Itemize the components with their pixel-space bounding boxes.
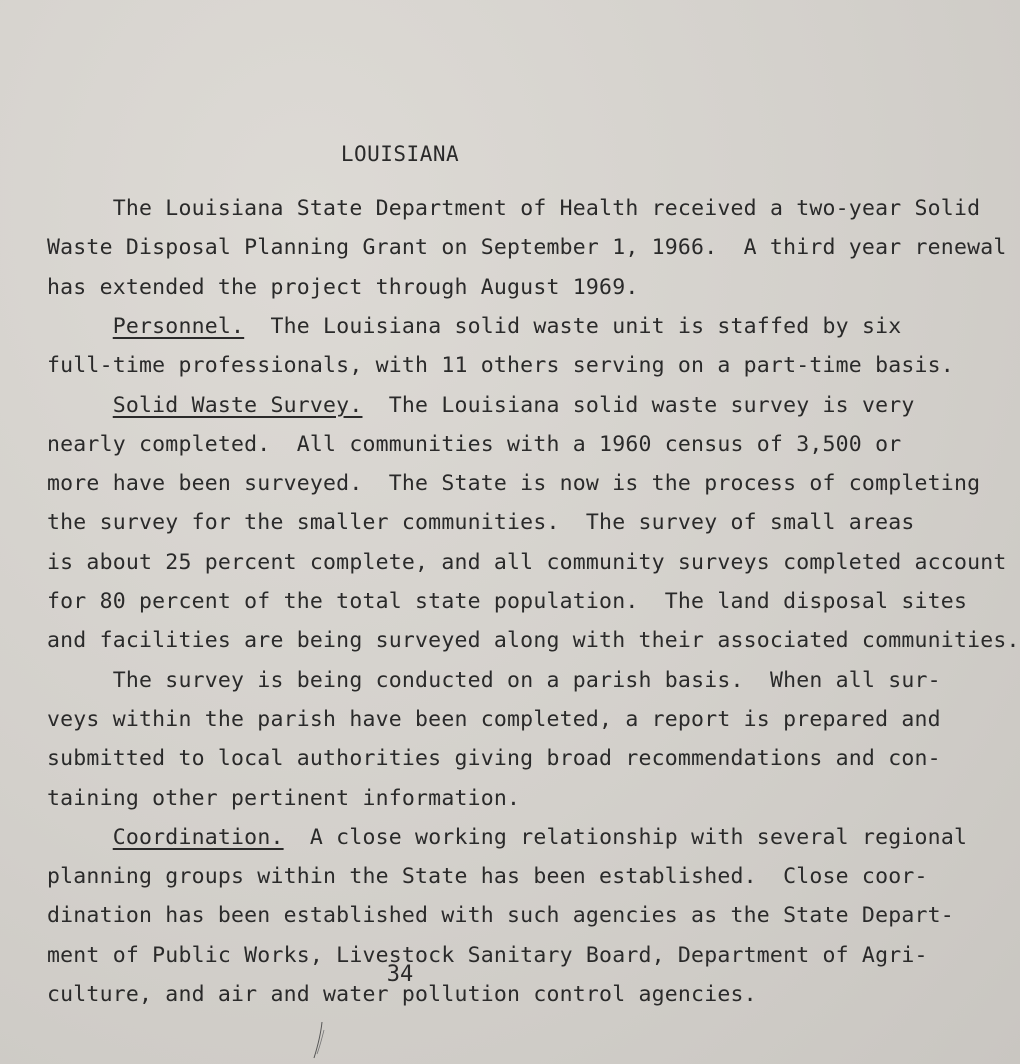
page-title: LOUISIANA xyxy=(340,142,460,166)
text-line xyxy=(0,391,915,421)
line-text: full-time professionals, with 11 others serving on a part-time basis. xyxy=(47,353,954,379)
text-line xyxy=(0,508,915,538)
line-text: dination has been established with such agencies as the State Depart- xyxy=(47,903,954,929)
text-line xyxy=(0,705,941,735)
text-line xyxy=(0,862,928,892)
text-line xyxy=(0,312,902,342)
line-text: The Louisiana solid waste survey is very xyxy=(362,392,915,418)
pen-mark-icon xyxy=(312,1020,326,1060)
text-line xyxy=(0,194,981,224)
indent xyxy=(47,393,113,418)
line-text: has extended the project through August 1969. xyxy=(47,274,639,300)
line-text: and facilities are being surveyed along with their associated communities. xyxy=(47,628,1020,654)
indent xyxy=(47,668,113,693)
text-line xyxy=(0,430,902,460)
section-heading: Personnel. xyxy=(112,313,245,339)
line-text: ment of Public Works, Livestock Sanitary Board, Department of Agri- xyxy=(47,942,928,968)
text-line xyxy=(0,548,1007,578)
line-text: is about 25 percent complete, and all community surveys completed account xyxy=(47,549,1007,575)
text-line xyxy=(0,744,941,774)
section-heading: Coordination. xyxy=(112,824,284,850)
text-line xyxy=(0,469,981,499)
line-text: veys within the parish have been completed, a report is prepared and xyxy=(47,706,941,732)
text-line xyxy=(0,823,968,853)
text-line xyxy=(0,351,954,381)
text-line xyxy=(0,273,800,303)
line-text: The Louisiana solid waste unit is staffed by six xyxy=(244,313,902,339)
section-heading: Solid Waste Survey. xyxy=(112,392,363,418)
line-text: for 80 percent of the total state population. The land disposal sites xyxy=(47,589,968,614)
indent xyxy=(47,196,113,221)
line-text: more have been surveyed. The State is now is the process of completing xyxy=(47,471,981,497)
text-line xyxy=(0,784,800,814)
text-line xyxy=(0,666,941,696)
text-line xyxy=(0,901,954,931)
line-text: planning groups within the State has been established. Close coor- xyxy=(47,864,928,890)
line-text: The Louisiana State Department of Health received a two-year Solid xyxy=(112,196,981,221)
page-number: 34 xyxy=(386,962,414,987)
line-text: taining other pertinent information. xyxy=(47,785,521,811)
line-text: Waste Disposal Planning Grant on September 1, 1966. A third year renewal xyxy=(47,235,1007,261)
text-line xyxy=(0,587,968,617)
line-text: nearly completed. All communities with a 1960 census of 3,500 or xyxy=(47,431,902,457)
text-line xyxy=(0,233,1007,263)
line-text: A close working relationship with several regional xyxy=(283,824,968,850)
line-text: the survey for the smaller communities. The survey of small areas xyxy=(47,510,915,536)
line-text: culture, and air and water pollution control agencies. xyxy=(47,982,757,1007)
indent xyxy=(47,825,113,850)
line-text: The survey is being conducted on a parish basis. When all sur- xyxy=(112,667,941,693)
line-text: submitted to local authorities giving broad recommendations and con- xyxy=(47,746,941,772)
text-line xyxy=(0,626,1020,656)
indent xyxy=(47,314,113,339)
